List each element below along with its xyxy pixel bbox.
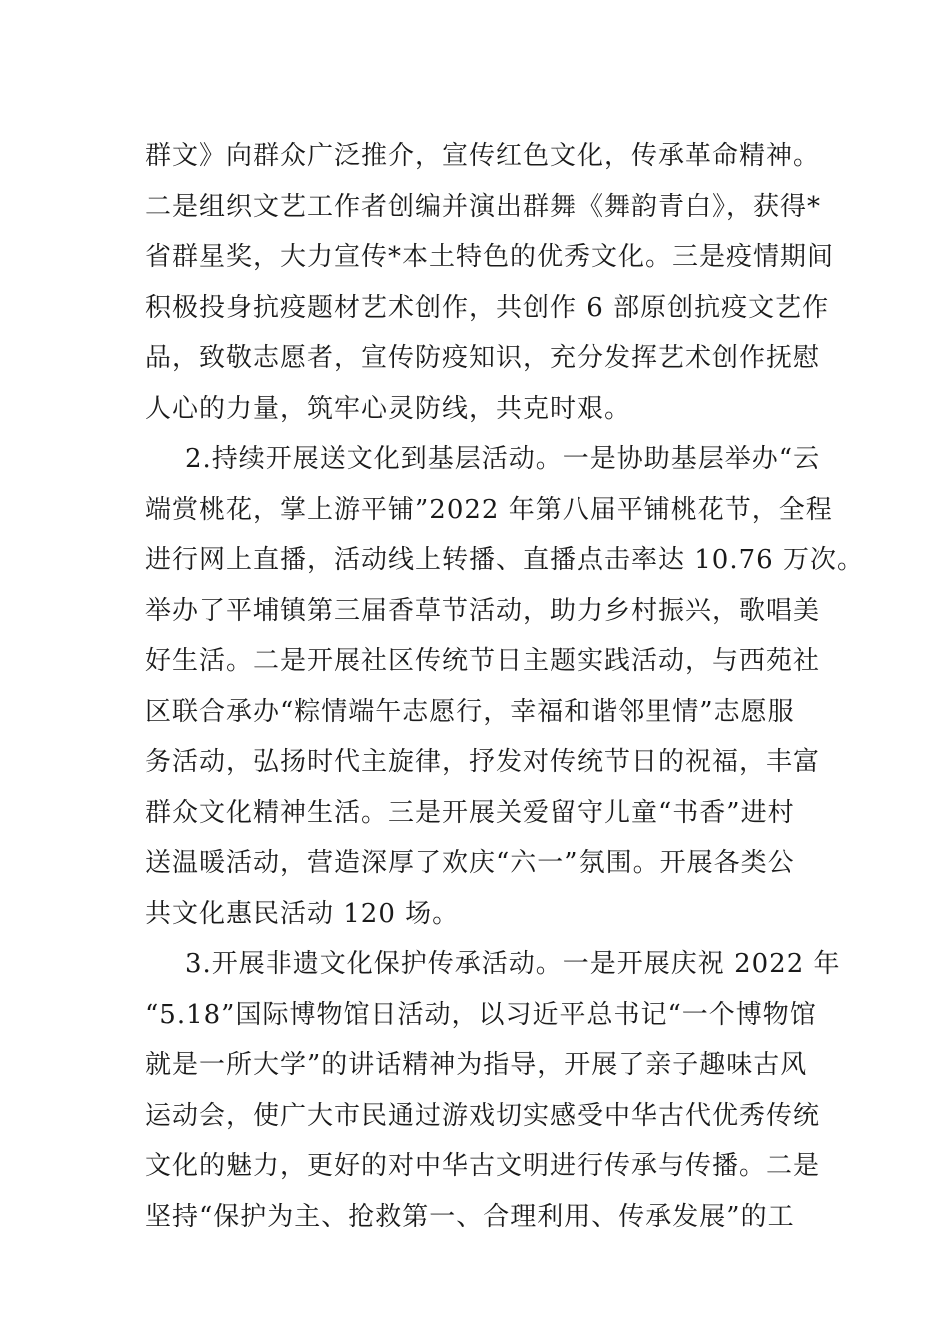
text-line: 就是一所大学”的讲话精神为指导，开展了亲子趣味古风 [145,1050,808,1080]
body-text [145,131,864,1242]
text-line: 群众文化精神生活。三是开展关爱留守儿童“书香”进村 [145,797,795,828]
text-line: 群文》向群众广泛推介，宣传红色文化，传承革命精神。 [145,141,821,171]
paragraph-3-start: 3.开展非遗文化保护传承活动。一是开展庆祝 2022 年 [185,949,841,979]
text-line: 积极投身抗疫题材艺术创作，共创作 6 部原创抗疫文艺作 [145,292,830,323]
text-line: 好生活。二是开展社区传统节日主题实践活动，与西苑社 [145,646,821,676]
text-line: 文化的魅力，更好的对中华古文明进行传承与传播。二是 [145,1151,821,1181]
text-line: 送温暖活动，营造深厚了欢庆“六一”氛围。开展各类公 [145,848,795,878]
text-line: 坚持“保护为主、抢救第一、合理利用、传承发展”的工 [145,1201,795,1232]
text-line: 务活动，弘扬时代主旋律，抒发对传统节日的祝福，丰富 [145,747,821,777]
text-line: “5.18”国际博物馆日活动，以习近平总书记“一个博物馆 [145,999,817,1030]
text-line: 省群星奖，大力宣传*本土特色的优秀文化。三是疫情期间 [145,242,835,272]
text-line: 共文化惠民活动 120 场。 [145,898,460,929]
text-line: 运动会，使广大市民通过游戏切实感受中华古代优秀传统 [145,1100,821,1131]
text-line: 品，致敬志愿者，宣传防疫知识，充分发挥艺术创作抚慰 [145,343,821,373]
text-line: 二是组织文艺工作者创编并演出群舞《舞韵青白》，获得* [145,191,822,222]
text-line: 进行网上直播，活动线上转播、直播点击率达 10.76 万次。 [145,545,864,575]
text-line: 人心的力量，筑牢心灵防线，共克时艰。 [145,393,632,424]
text-line: 举办了平埔镇第三届香草节活动，助力乡村振兴，歌唱美 [145,595,821,626]
paragraph-2-start: 2.持续开展送文化到基层活动。一是协助基层举办“云 [185,444,821,474]
text-line: 区联合承办“粽情端午志愿行，幸福和谐邻里情”志愿服 [145,696,795,727]
text-line: 端赏桃花，掌上游平铺”2022 年第八届平铺桃花节，全程 [145,494,833,525]
